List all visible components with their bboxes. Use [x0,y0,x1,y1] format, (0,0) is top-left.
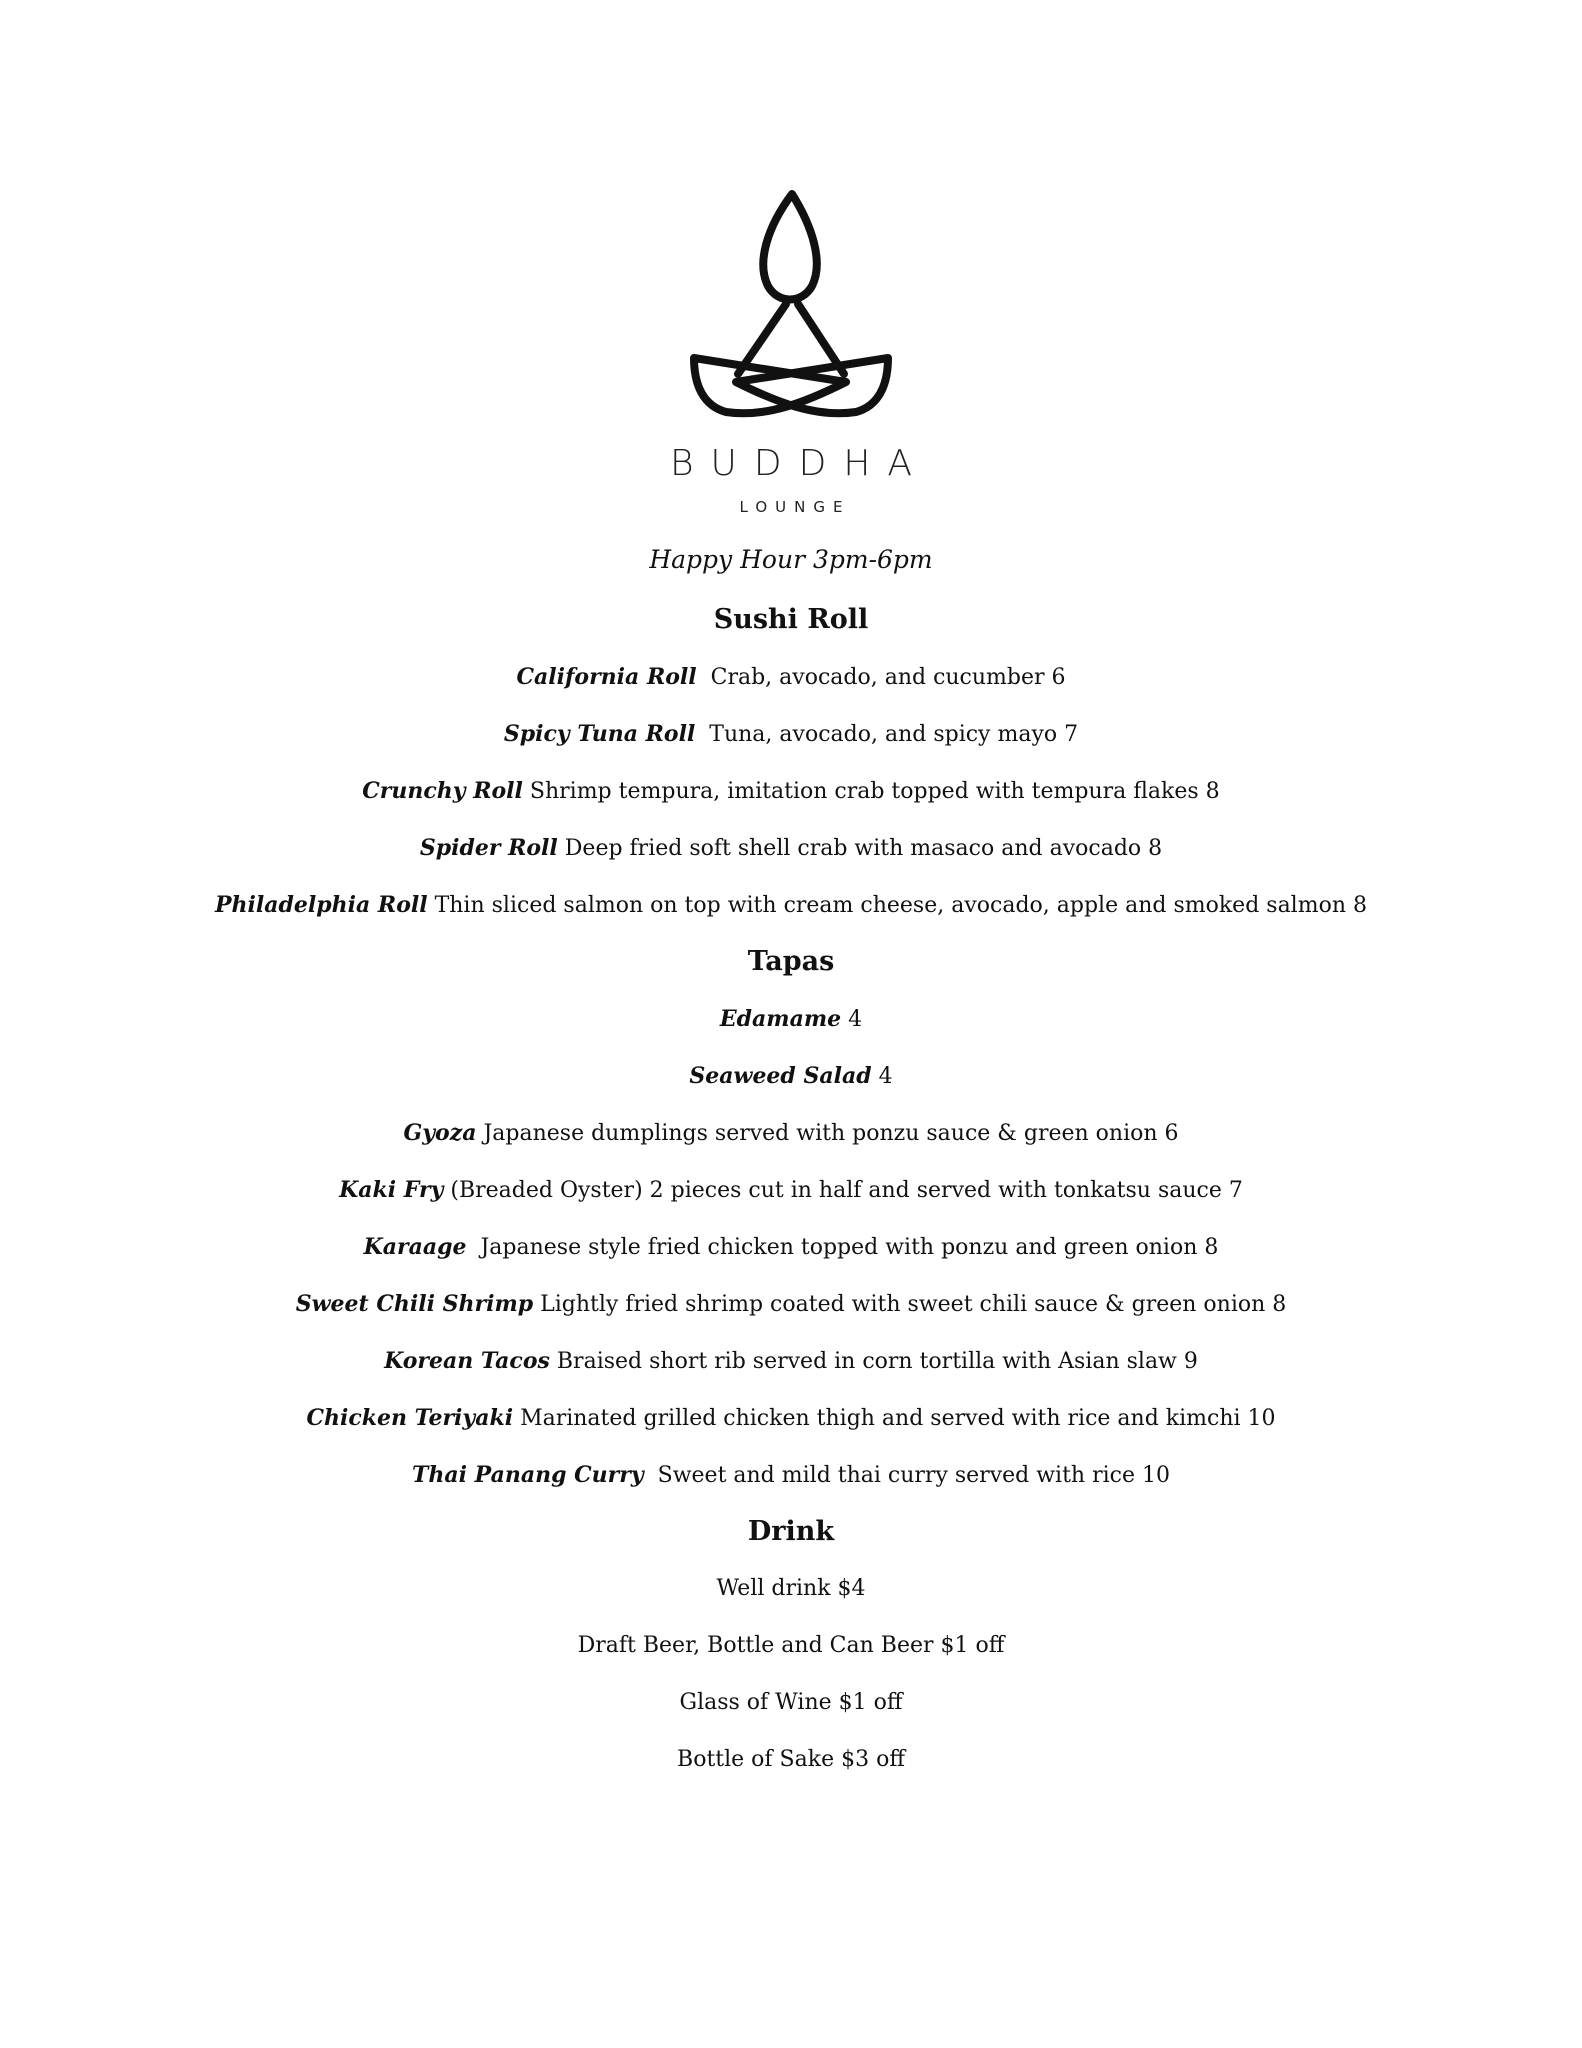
item-desc: Shrimp tempura, imitation crab topped with tempura flakes 8 [529,779,1220,804]
meditating-figure-icon [686,186,896,431]
item-desc: Sweet and mild thai curry served with rice 10 [657,1463,1170,1488]
item-name: Chicken Teriyaki [306,1405,514,1431]
item-desc: 4 [848,1007,863,1032]
menu-item [0,999,1582,1039]
menu-item [0,828,1582,868]
menu-item [0,1056,1582,1096]
item-name: Karaage [363,1234,467,1260]
brand-subtitle: LOUNGE [739,498,851,516]
item-name: Crunchy Roll [362,778,523,804]
drink-item: Bottle of Sake $3 off [677,1747,905,1772]
item-name: Spicy Tuna Roll [503,721,696,747]
section-title-drink: Drink [747,1516,835,1547]
menu-item [0,1170,1582,1210]
happy-hour-tagline: Happy Hour 3pm-6pm [649,545,933,574]
menu-item [0,885,1582,925]
item-desc: Crab, avocado, and cucumber 6 [710,665,1066,690]
menu-item [0,1227,1582,1267]
item-desc: 4 [878,1064,893,1089]
item-desc: Marinated grilled chicken thigh and served with rice and kimchi 10 [520,1406,1276,1431]
section-title-tapas: Tapas [747,946,835,977]
drink-item: Draft Beer, Bottle and Can Beer $1 off [577,1633,1005,1658]
brand-name: BUDDHA [669,443,930,484]
menu-item [0,1455,1582,1495]
item-name: Spider Roll [419,835,558,861]
item-desc: Thin sliced salmon on top with cream cheese, avocado, apple and smoked salmon 8 [434,893,1367,918]
menu-item [0,714,1582,754]
menu-content [0,540,1582,1797]
item-name: Edamame [719,1006,842,1032]
item-desc: Japanese style fried chicken topped with ponzu and green onion 8 [480,1235,1219,1260]
item-desc: Japanese dumplings served with ponzu sauce & green onion 6 [483,1121,1179,1146]
menu-item [0,771,1582,811]
menu-item [0,1398,1582,1438]
item-name: Gyoza [403,1120,477,1146]
drink-item: Glass of Wine $1 off [679,1690,903,1715]
menu-item [0,657,1582,697]
item-desc: Braised short rib served in corn tortilla with Asian slaw 9 [556,1349,1198,1374]
item-desc: (Breaded Oyster) 2 pieces cut in half and served with tonkatsu sauce 7 [450,1178,1243,1203]
section-title-sushi: Sushi Roll [713,604,869,635]
drink-item: Well drink $4 [716,1576,866,1601]
item-desc: Lightly fried shrimp coated with sweet chili sauce & green onion 8 [540,1292,1287,1317]
item-name: Kaki Fry [339,1177,444,1203]
menu-item [0,1113,1582,1153]
item-name: Korean Tacos [384,1348,550,1374]
item-name: Thai Panang Curry [412,1462,644,1488]
menu-item [0,1284,1582,1324]
item-desc: Tuna, avocado, and spicy mayo 7 [709,722,1079,747]
item-name: Sweet Chili Shrimp [295,1291,534,1317]
item-name: Seaweed Salad [689,1063,872,1089]
item-desc: Deep fried soft shell crab with masaco and avocado 8 [564,836,1163,861]
menu-item [0,1341,1582,1381]
item-name: California Roll [516,664,697,690]
item-name: Philadelphia Roll [215,892,428,918]
